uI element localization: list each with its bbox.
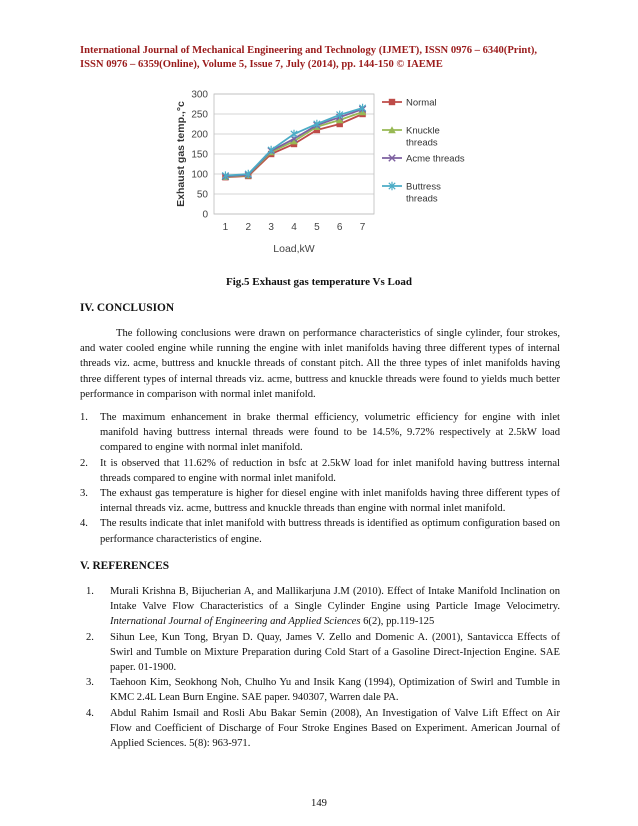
exhaust-gas-chart (168, 82, 468, 272)
conclusion-item-4 (80, 516, 560, 546)
x-tick-label: 4 (291, 222, 297, 233)
reference-number: 3. (86, 677, 94, 689)
conclusion-item-text: The maximum enhancement in brake thermal efficiency, volumetric efficiency for engine with inlet manifold having buttress internal threads were found to be 14.5%, 9.72% respectively at 2.5kW load compared to engine with normal inlet manifold. (100, 412, 560, 454)
figure-caption: Fig.5 Exhaust gas temperature Vs Load (226, 276, 412, 288)
x-tick-label: 2 (245, 222, 252, 233)
page-number: 149 (311, 798, 327, 809)
x-tick-label: 1 (222, 222, 229, 233)
conclusion-intro: The following conclusions were drawn on performance characteristics of single cylinder, four strokes, and water cooled engine while running the engine with inlet manifolds having three different types of internal threads viz. acme, buttress and knuckle threads of constant pitch. All the three types of inlet manifolds having three different types of internal threads viz. acme, buttress and knuckle threads were found to yields much better performance in comparison with normal inlet manifold. (80, 328, 560, 400)
reference-text-end: 6(2), pp.119-125 (360, 616, 435, 628)
conclusion-item-text: It is observed that 11.62% of reduction in bsfc at 2.5kW load for inlet manifold having buttress internal threads compared to engine with normal inlet manifold. (100, 457, 560, 484)
reference-number: 1. (86, 586, 94, 597)
legend-label (406, 126, 440, 149)
conclusion-item-number: 2. (80, 457, 88, 469)
legend-label-line: Acme threads (406, 153, 465, 165)
conclusion-item-text: The exhaust gas temperature is higher for diesel engine with inlet manifolds having three different types of internal threads viz. acme, buttress and knuckle threads than engine with normal inlet manifold. (100, 488, 560, 515)
y-tick-label: 100 (191, 169, 208, 181)
conclusion-item-number: 3. (80, 488, 88, 500)
reference-text: Sihun Lee, Kun Tong, Bryan D. Quay, James V. Zello and Domenic A. (2001), Santavicca Effects of Swirl and Tumble on Mixture Preparation during Cold Start of a Gasoline Direct-Injection Engine. SAE paper. 01-1900. (110, 631, 560, 674)
y-tick-label: 50 (196, 189, 208, 201)
legend-label (406, 154, 465, 165)
x-tick-label: 5 (314, 222, 320, 233)
conclusion-item-1 (80, 410, 560, 456)
reference-number: 4. (86, 707, 94, 719)
references-list (80, 584, 560, 751)
reference-item-3 (80, 675, 560, 705)
legend-label-line: Normal (406, 97, 437, 109)
journal-header-line-1: International Journal of Mechanical Engineering and Technology (IJMET), ISSN 0976 – 6340(Print), (80, 45, 538, 56)
reference-text: Taehoon Kim, Seokhong Noh, Chulho Yu and Insik Kang (1994), Optimization of Swirl and Tumble in KMC 2.4L Lean Burn Engine. SAE paper. 940307, Warren dale PA. (110, 677, 560, 704)
conclusion-item-number: 1. (80, 412, 88, 423)
legend-label-line: Knuckle (406, 125, 440, 137)
conclusion-item-number: 4. (80, 518, 88, 530)
y-tick-label: 250 (191, 109, 208, 121)
reference-text: Abdul Rahim Ismail and Rosli Abu Bakar Semin (2008), An Investigation of Valve Lift Effect on Air Flow and Coefficient of Discharge of Four Stroke Engines Based on Experiment. American Journal of Applied Sciences. 5(8): 963-971. (110, 707, 560, 750)
reference-journal: International Journal of Engineering and Applied Sciences (110, 616, 361, 628)
chart-svg (168, 82, 468, 272)
marker-square (389, 99, 395, 105)
conclusion-item-3 (80, 486, 560, 516)
y-tick-label: 200 (191, 129, 208, 141)
legend-label (406, 98, 437, 109)
y-axis-label: Exhaust gas temp.,°c (175, 101, 187, 207)
legend-label-line: threads (406, 137, 438, 149)
legend-label (406, 182, 441, 205)
references-title: V. REFERENCES (80, 560, 170, 572)
y-tick-label: 150 (191, 149, 208, 161)
x-tick-label: 6 (336, 222, 343, 233)
x-tick-label: 7 (359, 222, 366, 233)
reference-item-2 (80, 630, 560, 676)
conclusion-list (80, 410, 560, 547)
y-tick-label: 0 (202, 209, 208, 221)
conclusion-item-text: The results indicate that inlet manifold with buttress threads is identified as optimum configuration based on performance characteristics of engine. (100, 518, 560, 545)
journal-header-line-2: ISSN 0976 – 6359(Online), Volume 5, Issue 7, July (2014), pp. 144-150 © IAEME (80, 59, 443, 70)
legend-label-line: Buttress (406, 181, 441, 193)
y-tick-label: 300 (191, 89, 208, 101)
conclusion-title: IV. CONCLUSION (80, 302, 175, 314)
reference-item-4 (80, 706, 560, 752)
conclusion-item-2 (80, 456, 560, 486)
legend-label-line: threads (406, 193, 438, 205)
reference-number: 2. (86, 631, 94, 643)
x-tick-label: 3 (268, 222, 274, 233)
journal-header (80, 44, 560, 72)
reference-item-1 (80, 584, 560, 630)
reference-text: Murali Krishna B, Bijucherian A, and Mallikarjuna J.M (2010). Effect of Intake Manifold Inclination on Intake Valve Flow Characteristics of a Single Cylinder Engine using Particle Image Velocimetry. (110, 586, 560, 613)
x-axis-label: Load,kW (273, 243, 315, 255)
